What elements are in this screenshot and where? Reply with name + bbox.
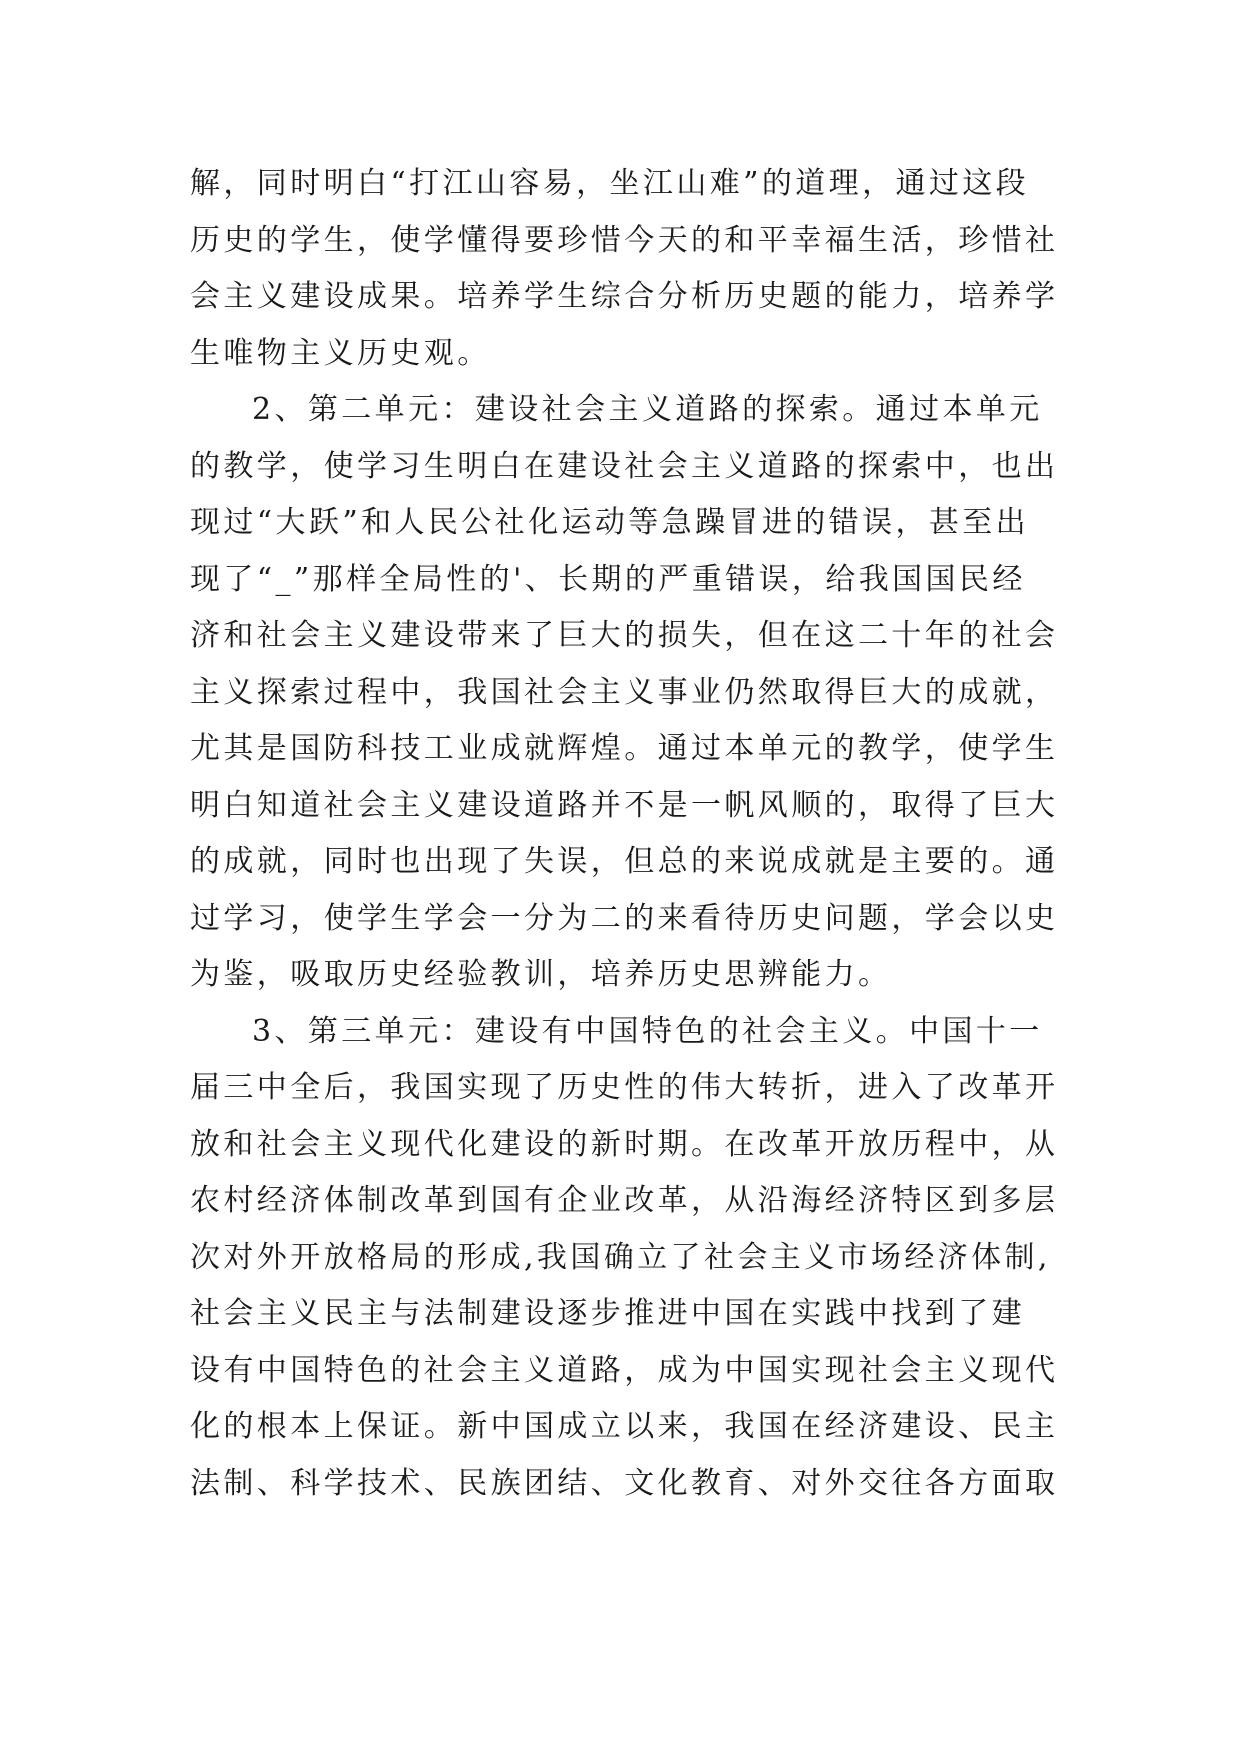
text-line: 的教学，使学习生明白在建设社会主义道路的探索中，也出: [190, 448, 1059, 484]
text-line: 的成就，同时也出现了失误，但总的来说成就是主要的。通: [190, 844, 1059, 879]
text-line: 生唯物主义历史观。: [190, 335, 491, 371]
body-text: [190, 156, 1059, 1512]
text-line: 为鉴，吸取历史经验教训，培养历史思辨能力。: [190, 957, 892, 992]
paragraph-start-line: 2、第二单元：建设社会主义道路的探索。通过本单元: [252, 392, 1043, 427]
text-line: 解，同时明白“打江山容易，坐江山难”的道理，通过这段: [190, 166, 1030, 201]
text-line: 化的根本上保证。新中国成立以来，我国在经济建设、民主: [190, 1409, 1059, 1444]
text-line: 现了“_”那样全局性的'、长期的严重错误，给我国国民经: [190, 561, 1026, 597]
text-line: 农村经济体制改革到国有企业改革，从沿海经济特区到多层: [190, 1183, 1059, 1218]
text-line: 社会主义民主与法制建设逐步推进中国在实践中找到了建: [190, 1296, 1025, 1331]
text-line: 届三中全后，我国实现了历史性的伟大转折，进入了改革开: [190, 1070, 1059, 1105]
text-line: 次对外开放格局的形成,我国确立了社会主义市场经济体制,: [190, 1239, 1051, 1275]
paragraph-start-line: 3、第三单元：建设有中国特色的社会主义。中国十一: [252, 1013, 1043, 1049]
text-line: 历史的学生，使学懂得要珍惜今天的和平幸福生活，珍惜社: [190, 222, 1059, 258]
text-line: 尤其是国防科技工业成就辉煌。通过本单元的教学，使学生: [190, 731, 1059, 766]
text-line: 会主义建设成果。培养学生综合分析历史题的能力，培养学: [190, 279, 1059, 314]
text-line: 设有中国特色的社会主义道路，成为中国实现社会主义现代: [190, 1352, 1059, 1388]
text-line: 过学习，使学生学会一分为二的来看待历史问题，学会以史: [190, 900, 1059, 936]
text-line: 主义探索过程中，我国社会主义事业仍然取得巨大的成就，: [190, 674, 1059, 710]
text-line: 放和社会主义现代化建设的新时期。在改革开放历程中，从: [190, 1126, 1059, 1162]
text-line: 法制、科学技术、民族团结、文化教育、对外交往各方面取: [190, 1465, 1059, 1501]
text-line: 现过“大跃”和人民公社化运动等急躁冒进的错误，甚至出: [190, 505, 1030, 540]
text-line: 济和社会主义建设带来了巨大的损失，但在这二十年的社会: [190, 618, 1059, 653]
text-line: 明白知道社会主义建设道路并不是一帆风顺的，取得了巨大: [190, 787, 1059, 823]
